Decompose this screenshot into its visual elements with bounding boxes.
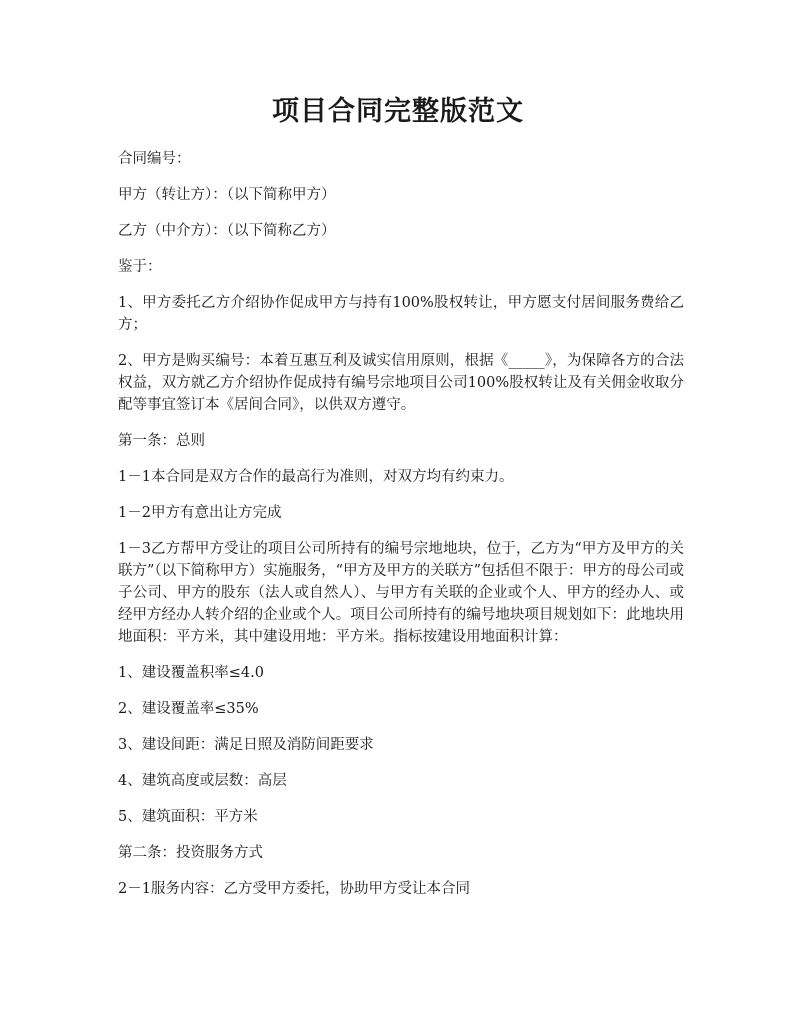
document-body: [118, 148, 684, 914]
whereas-item-2: 2、甲方是购买编号：本着互惠互利及诚实信用原则，根据《_____》，为保障各方的合法权益，双方就乙方介绍协作促成持有编号宗地项目公司100%股权转让及有关佣金收取分配等事宜签订本《居间合同》，以供双方遵守。: [118, 353, 684, 413]
whereas-item-1: 1、甲方委托乙方介绍协作促成甲方与持有100%股权转让，甲方愿支付居间服务费给乙方；: [118, 295, 684, 333]
party-b-line: 乙方（中介方）：（以下简称乙方）: [118, 223, 336, 239]
clause-1-2: 1－2甲方有意出让方完成: [118, 505, 282, 521]
party-a-line: 甲方（转让方）：（以下简称甲方）: [118, 187, 336, 203]
contract-number-line: 合同编号：: [118, 151, 191, 167]
clause-2-1: 2－1服务内容：乙方受甲方委托，协助甲方受让本合同: [118, 881, 470, 897]
whereas-heading: 鉴于：: [118, 259, 162, 275]
indicator-item-5: 5、建筑面积：平方米: [118, 809, 258, 825]
clause-1-1: 1－1本合同是双方合作的最高行为准则，对双方均有约束力。: [118, 469, 514, 485]
clause-1-3: 1－3乙方帮甲方受让的项目公司所持有的编号宗地地块，位于，乙方为“甲方及甲方的关联方”（以下简称甲方）实施服务，“甲方及甲方的关联方”包括但不限于：甲方的母公司或子公司、甲方的股东（法人或自然人）、与甲方有关联的企业或个人、甲方的经办人、或经甲方经办人转介绍的企业或个人。项目公司所持有的编号地块项目规划如下：此地块用地面积：平方米，其中建设用地：平方米。指标按建设用地面积计算：: [118, 541, 684, 645]
indicator-item-1: 1、建设覆盖积率≤4.0: [118, 665, 264, 681]
article-2-heading: 第二条：投资服务方式: [118, 845, 263, 861]
indicator-item-3: 3、建设间距：满足日照及消防间距要求: [118, 737, 374, 753]
indicator-item-4: 4、建筑高度或层数：高层: [118, 773, 287, 789]
indicator-item-2: 2、建设覆盖率≤35%: [118, 701, 259, 717]
article-1-heading: 第一条：总则: [118, 433, 205, 449]
document-title: 项目合同完整版范文: [272, 96, 524, 127]
